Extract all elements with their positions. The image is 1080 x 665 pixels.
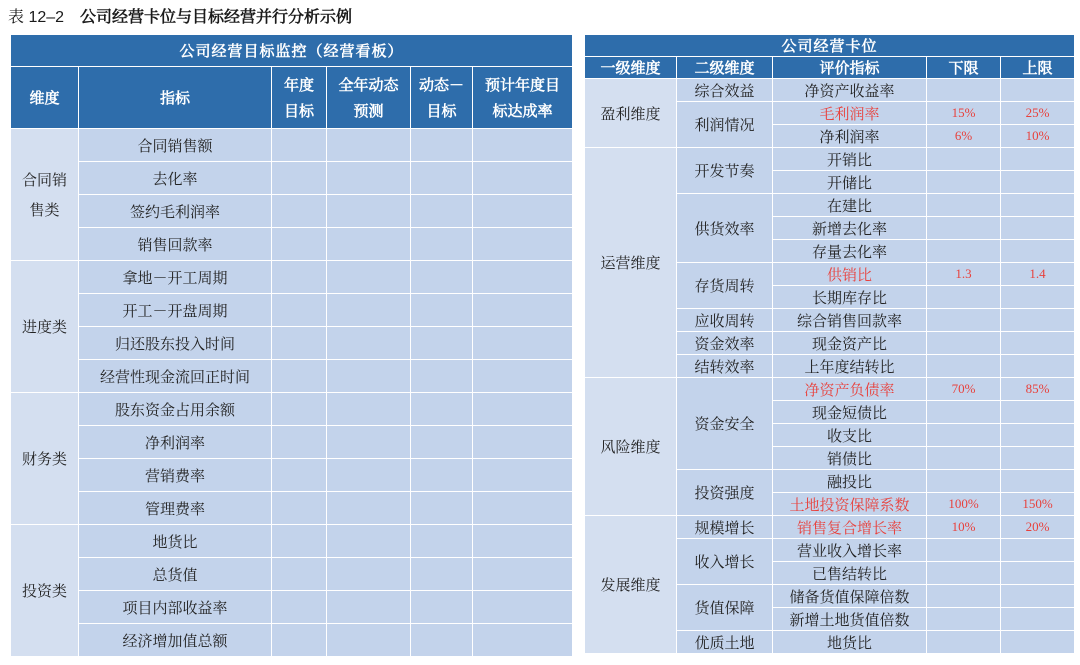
header-forecast-line2: 预测 <box>353 101 384 120</box>
eval-indicator-cell: 营业收入增长率 <box>773 539 927 562</box>
subdimension-cell: 规模增长 <box>677 516 773 539</box>
eval-indicator-cell: 销债比 <box>773 447 927 470</box>
group-progress: 进度类 <box>11 261 79 393</box>
header-upper-limit: 上限 <box>1001 57 1075 79</box>
left-header-row <box>11 67 573 129</box>
header-annual-target <box>272 67 327 129</box>
eval-indicator-cell: 开销比 <box>773 148 927 171</box>
group-sales-line2: 售类 <box>29 200 60 219</box>
group-investment: 投资类 <box>11 525 79 657</box>
table-row <box>11 558 573 591</box>
subdimension-cell: 开发节奏 <box>677 148 773 194</box>
header-dimension: 维度 <box>11 67 79 129</box>
subdimension-cell: 货值保障 <box>677 585 773 631</box>
header-eval-indicator: 评价指标 <box>773 57 927 79</box>
table-row <box>11 162 573 195</box>
lower-limit-value: 1.3 <box>927 263 1001 286</box>
eval-indicator-cell: 净资产收益率 <box>773 79 927 102</box>
subdimension-cell: 资金效率 <box>677 332 773 355</box>
header-dynamic-line1: 动态－ <box>418 75 464 94</box>
dimension-growth: 发展维度 <box>585 516 677 654</box>
table-row <box>11 261 573 294</box>
dimension-profit: 盈利维度 <box>585 79 677 148</box>
business-target-monitor-table <box>10 34 573 657</box>
header-dynamic-target <box>411 67 473 129</box>
table-row <box>11 228 573 261</box>
table-row <box>11 360 573 393</box>
dimension-risk: 风险维度 <box>585 378 677 516</box>
indicator-cell: 合同销售额 <box>79 129 272 162</box>
upper-limit-value: 1.4 <box>1001 263 1075 286</box>
indicator-cell: 拿地－开工周期 <box>79 261 272 294</box>
upper-limit-value: 85% <box>1001 378 1075 401</box>
indicator-cell: 经济增加值总额 <box>79 624 272 657</box>
subdimension-cell: 资金安全 <box>677 378 773 470</box>
eval-indicator-cell: 净资产负债率 <box>773 378 927 401</box>
subdimension-cell: 投资强度 <box>677 470 773 516</box>
indicator-cell: 营销费率 <box>79 459 272 492</box>
indicator-cell: 股东资金占用余额 <box>79 393 272 426</box>
subdimension-cell: 收入增长 <box>677 539 773 585</box>
subdimension-cell: 存货周转 <box>677 263 773 309</box>
eval-indicator-cell: 新增土地货值倍数 <box>773 608 927 631</box>
indicator-cell: 签约毛利润率 <box>79 195 272 228</box>
indicator-cell: 总货值 <box>79 558 272 591</box>
header-forecast-line1: 全年动态 <box>338 75 399 94</box>
eval-indicator-cell: 储备货值保障倍数 <box>773 585 927 608</box>
header-rate-line2: 标达成率 <box>492 101 553 120</box>
table-row <box>11 294 573 327</box>
table-row <box>11 492 573 525</box>
eval-indicator-cell: 净利润率 <box>773 125 927 148</box>
table-row <box>11 591 573 624</box>
subdimension-cell: 应收周转 <box>677 309 773 332</box>
header-level2: 二级维度 <box>677 57 773 79</box>
lower-limit-value: 70% <box>927 378 1001 401</box>
header-lower-limit: 下限 <box>927 57 1001 79</box>
indicator-cell: 销售回款率 <box>79 228 272 261</box>
lower-limit-value: 15% <box>927 102 1001 125</box>
eval-indicator-cell: 新增去化率 <box>773 217 927 240</box>
subdimension-cell: 供货效率 <box>677 194 773 263</box>
eval-indicator-cell: 综合销售回款率 <box>773 309 927 332</box>
header-annual-line2: 目标 <box>283 101 314 120</box>
upper-limit-value: 10% <box>1001 125 1075 148</box>
group-sales-line1: 合同销 <box>21 170 67 189</box>
eval-indicator-cell: 已售结转比 <box>773 562 927 585</box>
eval-indicator-cell: 长期库存比 <box>773 286 927 309</box>
dimension-operations: 运营维度 <box>585 148 677 378</box>
subdimension-cell: 综合效益 <box>677 79 773 102</box>
table-row <box>11 129 573 162</box>
eval-indicator-cell: 现金短债比 <box>773 401 927 424</box>
table-row <box>11 195 573 228</box>
header-rate-line1: 预计年度目 <box>485 75 561 94</box>
eval-indicator-cell: 销售复合增长率 <box>773 516 927 539</box>
table-row <box>585 148 1075 171</box>
header-level1: 一级维度 <box>585 57 677 79</box>
subdimension-cell: 利润情况 <box>677 102 773 148</box>
left-table-title: 公司经营目标监控（经营看板） <box>11 35 573 67</box>
table-row <box>585 516 1075 539</box>
indicator-cell: 去化率 <box>79 162 272 195</box>
table-row <box>585 79 1075 102</box>
right-table-title: 公司经营卡位 <box>585 35 1075 57</box>
eval-indicator-cell: 开储比 <box>773 171 927 194</box>
subdimension-cell: 优质土地 <box>677 631 773 654</box>
table-caption <box>8 4 352 30</box>
lower-limit-value: 10% <box>927 516 1001 539</box>
eval-indicator-cell: 在建比 <box>773 194 927 217</box>
business-positioning-table <box>584 34 1075 654</box>
eval-indicator-cell: 现金资产比 <box>773 332 927 355</box>
header-achievement-rate <box>473 67 573 129</box>
upper-limit-value: 150% <box>1001 493 1075 516</box>
group-finance: 财务类 <box>11 393 79 525</box>
eval-indicator-cell: 上年度结转比 <box>773 355 927 378</box>
eval-indicator-cell: 土地投资保障系数 <box>773 493 927 516</box>
header-dynamic-line2: 目标 <box>426 101 457 120</box>
caption-number: 表 12–2 <box>8 9 65 26</box>
lower-limit-value: 6% <box>927 125 1001 148</box>
table-row <box>11 393 573 426</box>
subdimension-cell: 结转效率 <box>677 355 773 378</box>
eval-indicator-cell: 供销比 <box>773 263 927 286</box>
table-row <box>11 426 573 459</box>
eval-indicator-cell: 收支比 <box>773 424 927 447</box>
upper-limit-value: 20% <box>1001 516 1075 539</box>
table-row <box>11 525 573 558</box>
upper-limit-value: 25% <box>1001 102 1075 125</box>
indicator-cell: 归还股东投入时间 <box>79 327 272 360</box>
header-indicator: 指标 <box>79 67 272 129</box>
right-header-row <box>585 57 1075 79</box>
eval-indicator-cell: 存量去化率 <box>773 240 927 263</box>
caption-text: 公司经营卡位与目标经营并行分析示例 <box>80 7 353 26</box>
indicator-cell: 项目内部收益率 <box>79 591 272 624</box>
eval-indicator-cell: 地货比 <box>773 631 927 654</box>
table-row <box>11 327 573 360</box>
group-sales <box>11 129 79 261</box>
indicator-cell: 净利润率 <box>79 426 272 459</box>
table-row <box>11 459 573 492</box>
indicator-cell: 经营性现金流回正时间 <box>79 360 272 393</box>
indicator-cell: 管理费率 <box>79 492 272 525</box>
table-row <box>11 624 573 657</box>
header-forecast <box>327 67 411 129</box>
indicator-cell: 地货比 <box>79 525 272 558</box>
indicator-cell: 开工－开盘周期 <box>79 294 272 327</box>
table-row <box>585 378 1075 401</box>
header-annual-line1: 年度 <box>283 75 314 94</box>
eval-indicator-cell: 融投比 <box>773 470 927 493</box>
lower-limit-value: 100% <box>927 493 1001 516</box>
eval-indicator-cell: 毛利润率 <box>773 102 927 125</box>
